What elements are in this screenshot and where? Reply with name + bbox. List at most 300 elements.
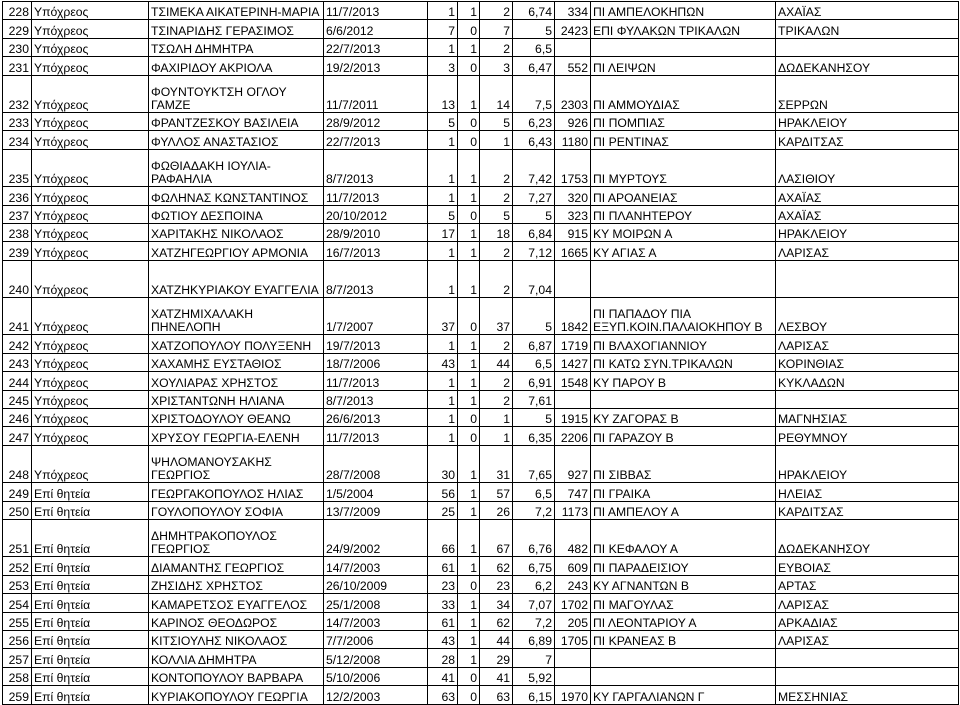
row-number-cell: 244 xyxy=(3,372,32,390)
count-b-cell: 1 xyxy=(458,390,480,408)
code-cell: 1705 xyxy=(555,630,591,648)
count-b-cell: 1 xyxy=(458,649,480,667)
date-cell: 19/7/2013 xyxy=(324,335,428,353)
score-cell: 7,42 xyxy=(513,149,555,186)
count-b-cell: 0 xyxy=(458,20,480,38)
count-a-cell: 43 xyxy=(428,630,458,648)
table-row xyxy=(3,594,959,612)
status-cell: Υπόχρεος xyxy=(32,335,149,353)
count-total-cell: 2 xyxy=(480,260,513,297)
status-cell: Υπόχρεος xyxy=(32,20,149,38)
count-total-cell: 67 xyxy=(480,519,513,556)
count-a-cell: 1 xyxy=(428,409,458,427)
school-cell: ΕΠΙ ΦΥΛΑΚΩΝ ΤΡΙΚΑΛΩΝ xyxy=(591,20,776,38)
table-row xyxy=(3,260,959,297)
school-cell: ΠΙ ΑΜΜΟΥΔΙΑΣ xyxy=(591,75,776,112)
score-cell: 5 xyxy=(513,298,555,335)
count-b-cell: 1 xyxy=(458,38,480,56)
code-cell: 1180 xyxy=(555,131,591,149)
school-cell xyxy=(591,649,776,667)
area-cell xyxy=(776,649,959,667)
code-cell: 1970 xyxy=(555,686,591,704)
date-cell: 28/7/2008 xyxy=(324,445,428,482)
name-cell: ΧΡΙΣΤΟΔΟΥΛΟΥ ΘΕΑΝΩ xyxy=(149,409,324,427)
school-cell: ΚΥ ΖΑΓΟΡΑΣ Β xyxy=(591,409,776,427)
row-number-cell: 230 xyxy=(3,38,32,56)
table-row xyxy=(3,686,959,704)
table-row xyxy=(3,298,959,335)
date-cell: 26/6/2013 xyxy=(324,409,428,427)
status-cell: Επί θητεία xyxy=(32,501,149,519)
count-a-cell: 33 xyxy=(428,594,458,612)
table-row xyxy=(3,557,959,575)
school-cell: ΠΙ ΑΡΟΑΝΕΙΑΣ xyxy=(591,187,776,205)
table-row xyxy=(3,667,959,685)
area-cell: ΛΑΡΙΣΑΣ xyxy=(776,594,959,612)
count-a-cell: 17 xyxy=(428,223,458,241)
date-cell: 20/10/2012 xyxy=(324,205,428,223)
area-cell: ΔΩΔΕΚΑΝΗΣΟΥ xyxy=(776,519,959,556)
count-total-cell: 44 xyxy=(480,630,513,648)
count-b-cell: 0 xyxy=(458,57,480,75)
count-b-cell: 1 xyxy=(458,372,480,390)
count-total-cell: 2 xyxy=(480,390,513,408)
count-a-cell: 28 xyxy=(428,649,458,667)
table-row xyxy=(3,57,959,75)
count-total-cell: 37 xyxy=(480,298,513,335)
status-cell: Υπόχρεος xyxy=(32,112,149,130)
name-cell: ΚΙΤΣΙΟΥΛΗΣ ΝΙΚΟΛΑΟΣ xyxy=(149,630,324,648)
score-cell: 7,04 xyxy=(513,260,555,297)
name-cell: ΧΟΥΛΙΑΡΑΣ ΧΡΗΣΤΟΣ xyxy=(149,372,324,390)
score-cell: 6,76 xyxy=(513,519,555,556)
count-b-cell: 0 xyxy=(458,298,480,335)
score-cell: 6,2 xyxy=(513,575,555,593)
area-cell: ΔΩΔΕΚΑΝΗΣΟΥ xyxy=(776,57,959,75)
area-cell: ΗΡΑΚΛΕΙΟΥ xyxy=(776,112,959,130)
school-cell: ΠΙ ΜΑΓΟΥΛΑΣ xyxy=(591,594,776,612)
area-cell: ΛΑΡΙΣΑΣ xyxy=(776,242,959,260)
area-cell: ΤΡΙΚΑΛΩΝ xyxy=(776,20,959,38)
date-cell: 26/10/2009 xyxy=(324,575,428,593)
count-total-cell: 1 xyxy=(480,427,513,445)
school-cell xyxy=(591,390,776,408)
count-total-cell: 5 xyxy=(480,112,513,130)
score-cell: 6,91 xyxy=(513,372,555,390)
name-cell: ΧΡΙΣΤΑΝΤΩΝΗ ΗΛΙΑΝΑ xyxy=(149,390,324,408)
row-number-cell: 239 xyxy=(3,242,32,260)
score-cell: 6,15 xyxy=(513,686,555,704)
area-cell: ΚΥΚΛΑΔΩΝ xyxy=(776,372,959,390)
code-cell xyxy=(555,260,591,297)
school-cell: ΠΙ ΠΑΠΑΔΟΥ ΠΙΑ ΕΞΥΠ.ΚΟΙΝ.ΠΑΛΑΙΟΚΗΠΟΥ Β xyxy=(591,298,776,335)
count-total-cell: 2 xyxy=(480,38,513,56)
school-cell: ΠΙ ΠΟΜΠΙΑΣ xyxy=(591,112,776,130)
score-cell: 6,87 xyxy=(513,335,555,353)
code-cell: 482 xyxy=(555,519,591,556)
school-cell: ΚΥ ΠΑΡΟΥ Β xyxy=(591,372,776,390)
table-row xyxy=(3,205,959,223)
count-a-cell: 1 xyxy=(428,260,458,297)
score-cell: 6,5 xyxy=(513,38,555,56)
school-cell: ΠΙ ΑΜΠΕΛΟΚΗΠΩΝ xyxy=(591,2,776,20)
count-b-cell: 1 xyxy=(458,260,480,297)
status-cell: Επί θητεία xyxy=(32,519,149,556)
count-b-cell: 0 xyxy=(458,205,480,223)
code-cell: 2423 xyxy=(555,20,591,38)
status-cell: Υπόχρεος xyxy=(32,223,149,241)
score-cell: 7,61 xyxy=(513,390,555,408)
score-cell: 7,12 xyxy=(513,242,555,260)
date-cell: 28/9/2012 xyxy=(324,112,428,130)
row-number-cell: 247 xyxy=(3,427,32,445)
area-cell: ΑΧΑΪΑΣ xyxy=(776,187,959,205)
table-row xyxy=(3,649,959,667)
count-total-cell: 1 xyxy=(480,409,513,427)
date-cell: 13/7/2009 xyxy=(324,501,428,519)
status-cell: Επί θητεία xyxy=(32,630,149,648)
name-cell: ΧΑΤΖΗΜΙΧΑΛΑΚΗ ΠΗΝΕΛΟΠΗ xyxy=(149,298,324,335)
name-cell: ΨΗΛΟΜΑΝΟΥΣΑΚΗΣ ΓΕΩΡΓΙΟΣ xyxy=(149,445,324,482)
date-cell: 24/9/2002 xyxy=(324,519,428,556)
count-b-cell: 1 xyxy=(458,501,480,519)
count-total-cell: 1 xyxy=(480,131,513,149)
table-row xyxy=(3,2,959,20)
score-cell: 5,92 xyxy=(513,667,555,685)
code-cell xyxy=(555,38,591,56)
table-row xyxy=(3,75,959,112)
school-cell: ΠΙ ΓΡΑΙΚΑ xyxy=(591,483,776,501)
date-cell: 1/7/2007 xyxy=(324,298,428,335)
status-cell: Υπόχρεος xyxy=(32,2,149,20)
date-cell: 25/1/2008 xyxy=(324,594,428,612)
status-cell: Υπόχρεος xyxy=(32,205,149,223)
status-cell: Υπόχρεος xyxy=(32,390,149,408)
score-cell: 6,43 xyxy=(513,131,555,149)
name-cell: ΧΡΥΣΟΥ ΓΕΩΡΓΙΑ-ΕΛΕΝΗ xyxy=(149,427,324,445)
school-cell: ΠΙ ΛΕΙΨΩΝ xyxy=(591,57,776,75)
area-cell: ΡΕΘΥΜΝΟΥ xyxy=(776,427,959,445)
count-a-cell: 1 xyxy=(428,242,458,260)
code-cell: 915 xyxy=(555,223,591,241)
code-cell: 926 xyxy=(555,112,591,130)
date-cell: 11/7/2011 xyxy=(324,75,428,112)
count-a-cell: 1 xyxy=(428,372,458,390)
count-b-cell: 1 xyxy=(458,149,480,186)
status-cell: Υπόχρεος xyxy=(32,372,149,390)
score-cell: 6,35 xyxy=(513,427,555,445)
status-cell: Επί θητεία xyxy=(32,557,149,575)
date-cell: 6/6/2012 xyxy=(324,20,428,38)
row-number-cell: 243 xyxy=(3,353,32,371)
school-cell: ΚΥ ΑΓΙΑΣ Α xyxy=(591,242,776,260)
score-cell: 5 xyxy=(513,409,555,427)
code-cell xyxy=(555,649,591,667)
area-cell: ΛΑΡΙΣΑΣ xyxy=(776,335,959,353)
date-cell: 8/7/2013 xyxy=(324,390,428,408)
code-cell: 323 xyxy=(555,205,591,223)
count-b-cell: 0 xyxy=(458,575,480,593)
count-total-cell: 29 xyxy=(480,649,513,667)
count-total-cell: 62 xyxy=(480,612,513,630)
name-cell: ΧΑΤΖΗΚΥΡΙΑΚΟΥ ΕΥΑΓΓΕΛΙΑ xyxy=(149,260,324,297)
table-row xyxy=(3,372,959,390)
name-cell: ΤΣΙΝΑΡΙΔΗΣ ΓΕΡΑΣΙΜΟΣ xyxy=(149,20,324,38)
count-a-cell: 5 xyxy=(428,205,458,223)
status-cell: Υπόχρεος xyxy=(32,427,149,445)
area-cell xyxy=(776,390,959,408)
code-cell: 1665 xyxy=(555,242,591,260)
count-b-cell: 0 xyxy=(458,112,480,130)
name-cell: ΦΑΧΙΡΙΔΟΥ ΑΚΡΙΟΛΑ xyxy=(149,57,324,75)
area-cell: ΗΛΕΙΑΣ xyxy=(776,483,959,501)
count-total-cell: 7 xyxy=(480,20,513,38)
code-cell: 205 xyxy=(555,612,591,630)
name-cell: ΚΟΛΛΙΑ ΔΗΜΗΤΡΑ xyxy=(149,649,324,667)
status-cell: Υπόχρεος xyxy=(32,57,149,75)
score-cell: 7,65 xyxy=(513,445,555,482)
name-cell: ΤΣΙΜΕΚΑ ΑΙΚΑΤΕΡΙΝΗ-ΜΑΡΙΑ xyxy=(149,2,324,20)
date-cell: 11/7/2013 xyxy=(324,372,428,390)
row-number-cell: 237 xyxy=(3,205,32,223)
status-cell: Υπόχρεος xyxy=(32,242,149,260)
status-cell: Επί θητεία xyxy=(32,649,149,667)
count-b-cell: 1 xyxy=(458,242,480,260)
count-a-cell: 7 xyxy=(428,20,458,38)
name-cell: ΤΣΩΛΗ ΔΗΜΗΤΡΑ xyxy=(149,38,324,56)
score-cell: 7,2 xyxy=(513,501,555,519)
row-number-cell: 236 xyxy=(3,187,32,205)
score-cell: 7,2 xyxy=(513,612,555,630)
count-total-cell: 31 xyxy=(480,445,513,482)
area-cell: ΗΡΑΚΛΕΙΟΥ xyxy=(776,223,959,241)
table-body xyxy=(3,2,959,705)
school-cell: ΠΙ ΒΛΑΧΟΓΙΑΝΝΙΟΥ xyxy=(591,335,776,353)
score-cell: 7,07 xyxy=(513,594,555,612)
count-a-cell: 1 xyxy=(428,2,458,20)
count-total-cell: 23 xyxy=(480,575,513,593)
score-cell: 6,5 xyxy=(513,353,555,371)
count-a-cell: 1 xyxy=(428,131,458,149)
school-cell: ΠΙ ΓΑΡΑΖΟΥ Β xyxy=(591,427,776,445)
code-cell: 1548 xyxy=(555,372,591,390)
count-total-cell: 2 xyxy=(480,335,513,353)
date-cell: 19/2/2013 xyxy=(324,57,428,75)
school-cell: ΠΙ ΡΕΝΤΙΝΑΣ xyxy=(591,131,776,149)
area-cell: ΜΕΣΣΗΝΙΑΣ xyxy=(776,686,959,704)
area-cell: ΣΕΡΡΩΝ xyxy=(776,75,959,112)
area-cell xyxy=(776,38,959,56)
row-number-cell: 234 xyxy=(3,131,32,149)
school-cell: ΠΙ ΣΙΒΒΑΣ xyxy=(591,445,776,482)
row-number-cell: 238 xyxy=(3,223,32,241)
area-cell: ΚΑΡΔΙΤΣΑΣ xyxy=(776,501,959,519)
status-cell: Υπόχρεος xyxy=(32,260,149,297)
code-cell: 2206 xyxy=(555,427,591,445)
row-number-cell: 249 xyxy=(3,483,32,501)
name-cell: ΧΑΤΖΗΓΕΩΡΓΙΟΥ ΑΡΜΟΝΙΑ xyxy=(149,242,324,260)
count-a-cell: 25 xyxy=(428,501,458,519)
count-a-cell: 56 xyxy=(428,483,458,501)
count-total-cell: 18 xyxy=(480,223,513,241)
name-cell: ΧΑΤΖΟΠΟΥΛΟΥ ΠΟΛΥΞΕΝΗ xyxy=(149,335,324,353)
count-b-cell: 1 xyxy=(458,594,480,612)
row-number-cell: 242 xyxy=(3,335,32,353)
name-cell: ΔΙΑΜΑΝΤΗΣ ΓΕΩΡΓΙΟΣ xyxy=(149,557,324,575)
count-total-cell: 26 xyxy=(480,501,513,519)
table-row xyxy=(3,131,959,149)
score-cell: 5 xyxy=(513,20,555,38)
area-cell: ΑΧΑΪΑΣ xyxy=(776,2,959,20)
count-b-cell: 1 xyxy=(458,75,480,112)
name-cell: ΧΑΧΑΜΗΣ ΕΥΣΤΑΘΙΟΣ xyxy=(149,353,324,371)
area-cell: ΜΑΓΝΗΣΙΑΣ xyxy=(776,409,959,427)
count-b-cell: 1 xyxy=(458,557,480,575)
table-row xyxy=(3,223,959,241)
date-cell: 8/7/2013 xyxy=(324,260,428,297)
code-cell: 243 xyxy=(555,575,591,593)
date-cell: 8/7/2013 xyxy=(324,149,428,186)
count-b-cell: 1 xyxy=(458,223,480,241)
name-cell: ΦΩΤΙΟΥ ΔΕΣΠΟΙΝΑ xyxy=(149,205,324,223)
status-cell: Υπόχρεος xyxy=(32,187,149,205)
area-cell: ΛΑΡΙΣΑΣ xyxy=(776,630,959,648)
date-cell: 5/10/2006 xyxy=(324,667,428,685)
status-cell: Υπόχρεος xyxy=(32,353,149,371)
status-cell: Επί θητεία xyxy=(32,483,149,501)
row-number-cell: 232 xyxy=(3,75,32,112)
count-a-cell: 43 xyxy=(428,353,458,371)
row-number-cell: 246 xyxy=(3,409,32,427)
code-cell: 1173 xyxy=(555,501,591,519)
score-cell: 6,89 xyxy=(513,630,555,648)
area-cell: ΑΡΚΑΔΙΑΣ xyxy=(776,612,959,630)
name-cell: ΚΑΡΙΝΟΣ ΘΕΟΔΩΡΟΣ xyxy=(149,612,324,630)
date-cell: 7/7/2006 xyxy=(324,630,428,648)
name-cell: ΖΗΣΙΔΗΣ ΧΡΗΣΤΟΣ xyxy=(149,575,324,593)
code-cell: 552 xyxy=(555,57,591,75)
score-cell: 7,5 xyxy=(513,75,555,112)
count-b-cell: 1 xyxy=(458,630,480,648)
row-number-cell: 256 xyxy=(3,630,32,648)
area-cell xyxy=(776,667,959,685)
count-a-cell: 1 xyxy=(428,38,458,56)
table-row xyxy=(3,612,959,630)
count-total-cell: 5 xyxy=(480,205,513,223)
area-cell: ΛΑΣΙΘΙΟΥ xyxy=(776,149,959,186)
date-cell: 28/9/2010 xyxy=(324,223,428,241)
count-a-cell: 37 xyxy=(428,298,458,335)
code-cell: 320 xyxy=(555,187,591,205)
status-cell: Υπόχρεος xyxy=(32,131,149,149)
code-cell: 1702 xyxy=(555,594,591,612)
row-number-cell: 250 xyxy=(3,501,32,519)
status-cell: Επί θητεία xyxy=(32,686,149,704)
date-cell: 16/7/2013 xyxy=(324,242,428,260)
school-cell: ΚΥ ΜΟΙΡΩΝ Α xyxy=(591,223,776,241)
count-a-cell: 1 xyxy=(428,427,458,445)
date-cell: 14/7/2003 xyxy=(324,612,428,630)
row-number-cell: 241 xyxy=(3,298,32,335)
count-a-cell: 1 xyxy=(428,187,458,205)
score-cell: 6,84 xyxy=(513,223,555,241)
name-cell: ΦΩΛΗΝΑΣ ΚΩΝΣΤΑΝΤΙΝΟΣ xyxy=(149,187,324,205)
count-total-cell: 62 xyxy=(480,557,513,575)
date-cell: 11/7/2013 xyxy=(324,427,428,445)
row-number-cell: 233 xyxy=(3,112,32,130)
table-row xyxy=(3,483,959,501)
status-cell: Επί θητεία xyxy=(32,612,149,630)
count-a-cell: 13 xyxy=(428,75,458,112)
row-number-cell: 251 xyxy=(3,519,32,556)
table-row xyxy=(3,20,959,38)
table-row xyxy=(3,38,959,56)
status-cell: Υπόχρεος xyxy=(32,75,149,112)
count-total-cell: 63 xyxy=(480,686,513,704)
status-cell: Επί θητεία xyxy=(32,575,149,593)
status-cell: Υπόχρεος xyxy=(32,445,149,482)
count-b-cell: 1 xyxy=(458,353,480,371)
code-cell: 1915 xyxy=(555,409,591,427)
count-total-cell: 2 xyxy=(480,242,513,260)
area-cell: ΛΕΣΒΟΥ xyxy=(776,298,959,335)
count-a-cell: 1 xyxy=(428,149,458,186)
row-number-cell: 253 xyxy=(3,575,32,593)
row-number-cell: 229 xyxy=(3,20,32,38)
table-row xyxy=(3,630,959,648)
count-b-cell: 1 xyxy=(458,519,480,556)
name-cell: ΦΟΥΝΤΟΥΚΤΣΗ ΟΓΛΟΥ ΓΑΜΖΕ xyxy=(149,75,324,112)
score-cell: 5 xyxy=(513,205,555,223)
table-row xyxy=(3,445,959,482)
name-cell: ΦΡΑΝΤΖΕΣΚΟΥ ΒΑΣΙΛΕΙΑ xyxy=(149,112,324,130)
school-cell: ΠΙ ΠΛΑΝΗΤΕΡΟΥ xyxy=(591,205,776,223)
row-number-cell: 254 xyxy=(3,594,32,612)
school-cell: ΠΙ ΑΜΠΕΛΟΥ Α xyxy=(591,501,776,519)
score-cell: 6,75 xyxy=(513,557,555,575)
score-cell: 6,23 xyxy=(513,112,555,130)
code-cell: 1719 xyxy=(555,335,591,353)
code-cell xyxy=(555,667,591,685)
count-b-cell: 0 xyxy=(458,686,480,704)
code-cell: 334 xyxy=(555,2,591,20)
name-cell: ΚΟΝΤΟΠΟΥΛΟΥ ΒΑΡΒΑΡΑ xyxy=(149,667,324,685)
date-cell: 11/7/2013 xyxy=(324,2,428,20)
name-cell: ΓΟΥΛΟΠΟΥΛΟΥ ΣΟΦΙΑ xyxy=(149,501,324,519)
count-total-cell: 34 xyxy=(480,594,513,612)
code-cell: 609 xyxy=(555,557,591,575)
count-a-cell: 66 xyxy=(428,519,458,556)
row-number-cell: 257 xyxy=(3,649,32,667)
date-cell: 14/7/2003 xyxy=(324,557,428,575)
school-cell: ΠΙ ΚΕΦΑΛΟΥ Α xyxy=(591,519,776,556)
school-cell xyxy=(591,667,776,685)
table-row xyxy=(3,335,959,353)
count-total-cell: 2 xyxy=(480,372,513,390)
name-cell: ΧΑΡΙΤΑΚΗΣ ΝΙΚΟΛΑΟΣ xyxy=(149,223,324,241)
count-b-cell: 0 xyxy=(458,409,480,427)
score-cell: 6,47 xyxy=(513,57,555,75)
score-cell: 6,5 xyxy=(513,483,555,501)
date-cell: 5/12/2008 xyxy=(324,649,428,667)
count-total-cell: 2 xyxy=(480,149,513,186)
row-number-cell: 231 xyxy=(3,57,32,75)
name-cell: ΔΗΜΗΤΡΑΚΟΠΟΥΛΟΣ ΓΕΩΡΓΙΟΣ xyxy=(149,519,324,556)
table-row xyxy=(3,409,959,427)
name-cell: ΦΩΘΙΑΔΑΚΗ ΙΟΥΛΙΑ-ΡΑΦΑΗΛΙΑ xyxy=(149,149,324,186)
row-number-cell: 248 xyxy=(3,445,32,482)
school-cell: ΠΙ ΛΕΟΝΤΑΡΙΟΥ Α xyxy=(591,612,776,630)
